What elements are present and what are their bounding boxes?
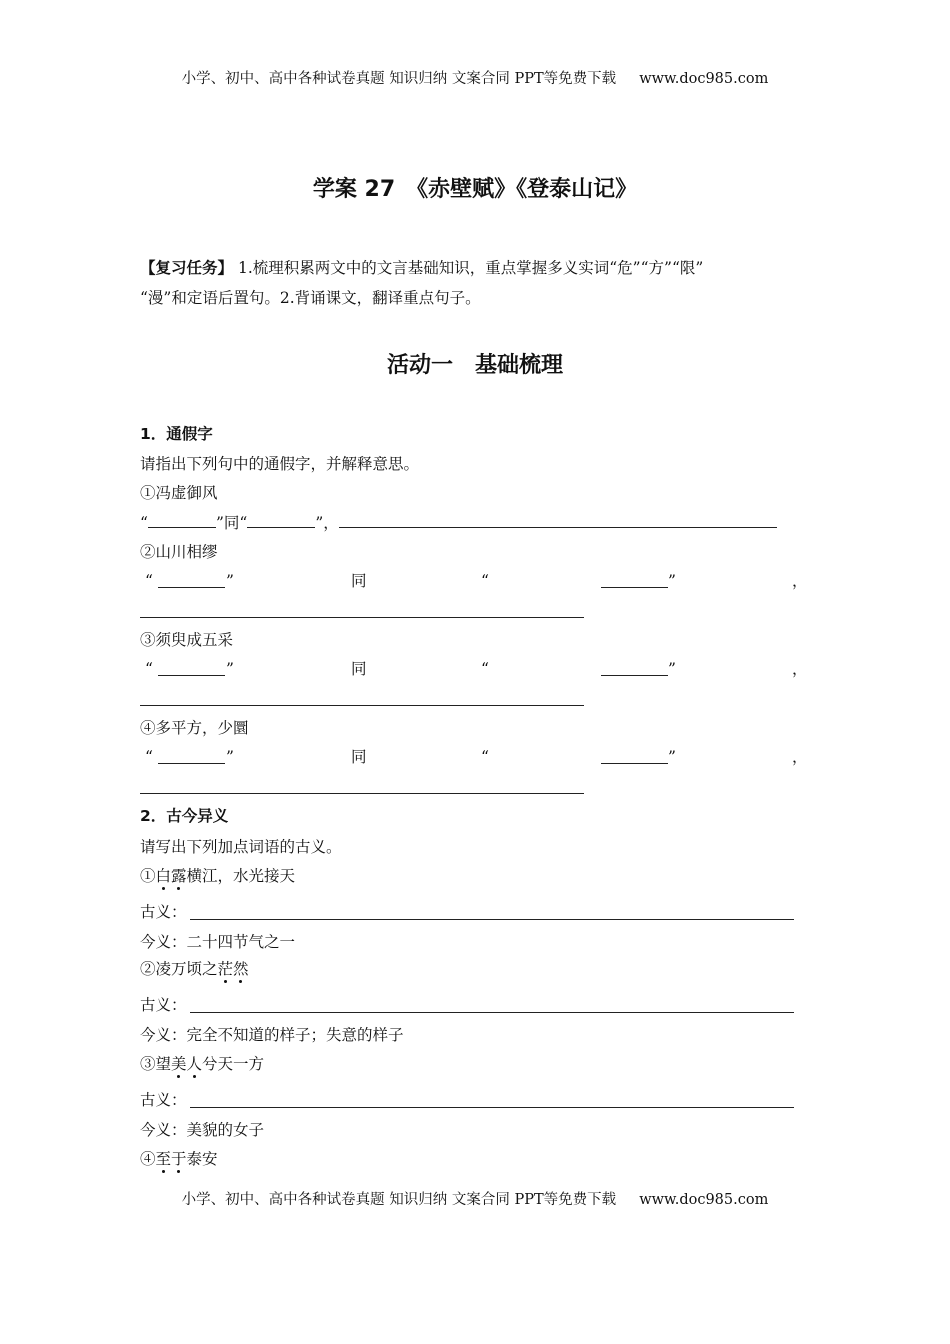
same-label: 同	[351, 660, 367, 678]
blank[interactable]	[601, 675, 668, 676]
footer-text: 小学、初中、高中各种试卷真题 知识归纳 文案合同 PPT等免费下载	[181, 1192, 617, 1208]
emphasized-char: 露	[171, 867, 187, 885]
term-prefix: ③望	[140, 1055, 172, 1073]
section2-heading: 2．古今异义	[140, 807, 229, 825]
gu-label: 古义：	[140, 1091, 187, 1109]
quote: “	[145, 572, 153, 590]
activity-heading: 活动一 基础梳理	[386, 353, 563, 378]
quote: “	[481, 572, 489, 590]
gu-label: 古义：	[140, 903, 187, 921]
term-item	[140, 1054, 264, 1074]
term-suffix: 横江，水光接天	[186, 867, 296, 885]
quote: ”	[668, 660, 676, 678]
quote: ”	[226, 660, 234, 678]
quote: ”	[226, 572, 234, 590]
term-item	[140, 866, 295, 886]
blank[interactable]	[339, 512, 777, 528]
footer-url: www.doc985.com	[639, 1192, 769, 1208]
same-label: 同	[351, 572, 367, 590]
quote: “	[481, 660, 489, 678]
page-footer	[0, 1190, 950, 1210]
header-text: 小学、初中、高中各种试卷真题 知识归纳 文案合同 PPT等免费下载	[181, 71, 617, 87]
item-2: ②山川相缪	[140, 543, 218, 561]
section1-heading: 1．通假字	[140, 425, 213, 443]
comma: ，	[323, 514, 339, 532]
quote: ”	[668, 748, 676, 766]
term-item	[140, 959, 249, 979]
task-label: 【复习任务】	[140, 259, 234, 277]
page-header	[0, 69, 950, 89]
blank[interactable]	[158, 675, 225, 676]
term-prefix: ①	[140, 867, 156, 885]
answer-line[interactable]	[140, 793, 584, 794]
blank[interactable]	[247, 512, 315, 528]
jin-meaning: 今义：美貌的女子	[140, 1121, 265, 1139]
jin-meaning: 今义：完全不知道的样子；失意的样子	[140, 1026, 404, 1044]
task-line-2: “漫”和定语后置句。2.背诵课文，翻译重点句子。	[140, 289, 481, 307]
task-line-1	[140, 258, 703, 278]
term-item	[140, 1149, 218, 1169]
blank[interactable]	[158, 587, 225, 588]
blank[interactable]	[601, 763, 668, 764]
same-label: 同	[223, 514, 240, 532]
comma: ，	[792, 660, 808, 678]
section1-instruction: 请指出下列句中的通假字，并解释意思。	[140, 455, 420, 473]
term-suffix: 兮天一方	[202, 1055, 265, 1073]
task-text-1: 1.梳理积累两文中的文言基础知识，重点掌握多义实词“危”“方”“限”	[237, 259, 704, 277]
term-suffix: 泰安	[186, 1150, 218, 1168]
emphasized-char: 白	[155, 867, 172, 885]
term-prefix: ④	[140, 1150, 156, 1168]
quote: ”	[315, 514, 324, 532]
answer-line[interactable]	[140, 705, 584, 706]
comma: ，	[792, 748, 808, 766]
quote: “	[145, 660, 153, 678]
header-url: www.doc985.com	[639, 71, 769, 87]
item-3: ③须臾成五采	[140, 631, 234, 649]
quote: “	[239, 514, 248, 532]
same-label: 同	[351, 748, 367, 766]
blank[interactable]	[601, 587, 668, 588]
term-prefix: ②凌万顷之	[140, 960, 218, 978]
answer-line-1[interactable]	[140, 512, 777, 533]
quote: “	[140, 514, 148, 532]
page-title: 学案 27 《赤壁赋》《登泰山记》	[312, 177, 638, 202]
answer-line[interactable]	[190, 1012, 794, 1013]
quote: ”	[668, 572, 676, 590]
quote: ”	[215, 514, 224, 532]
answer-line[interactable]	[190, 1107, 794, 1108]
section2-instruction: 请写出下列加点词语的古义。	[140, 838, 342, 856]
answer-line[interactable]	[190, 919, 794, 920]
item-4: ④多平方，少圜	[140, 719, 249, 737]
blank[interactable]	[158, 763, 225, 764]
emphasized-char: 美	[171, 1055, 187, 1073]
emphasized-char: 于	[171, 1150, 187, 1168]
emphasized-char: 人	[186, 1055, 203, 1073]
gu-label: 古义：	[140, 996, 187, 1014]
jin-meaning: 今义：二十四节气之一	[140, 933, 296, 951]
emphasized-char: 至	[155, 1150, 172, 1168]
emphasized-char: 茫	[217, 960, 234, 978]
quote: “	[481, 748, 489, 766]
blank[interactable]	[148, 512, 216, 528]
quote: ”	[226, 748, 234, 766]
quote: “	[145, 748, 153, 766]
answer-line[interactable]	[140, 617, 584, 618]
comma: ，	[792, 572, 808, 590]
emphasized-char: 然	[233, 960, 249, 978]
item-1: ①冯虚御风	[140, 484, 218, 502]
